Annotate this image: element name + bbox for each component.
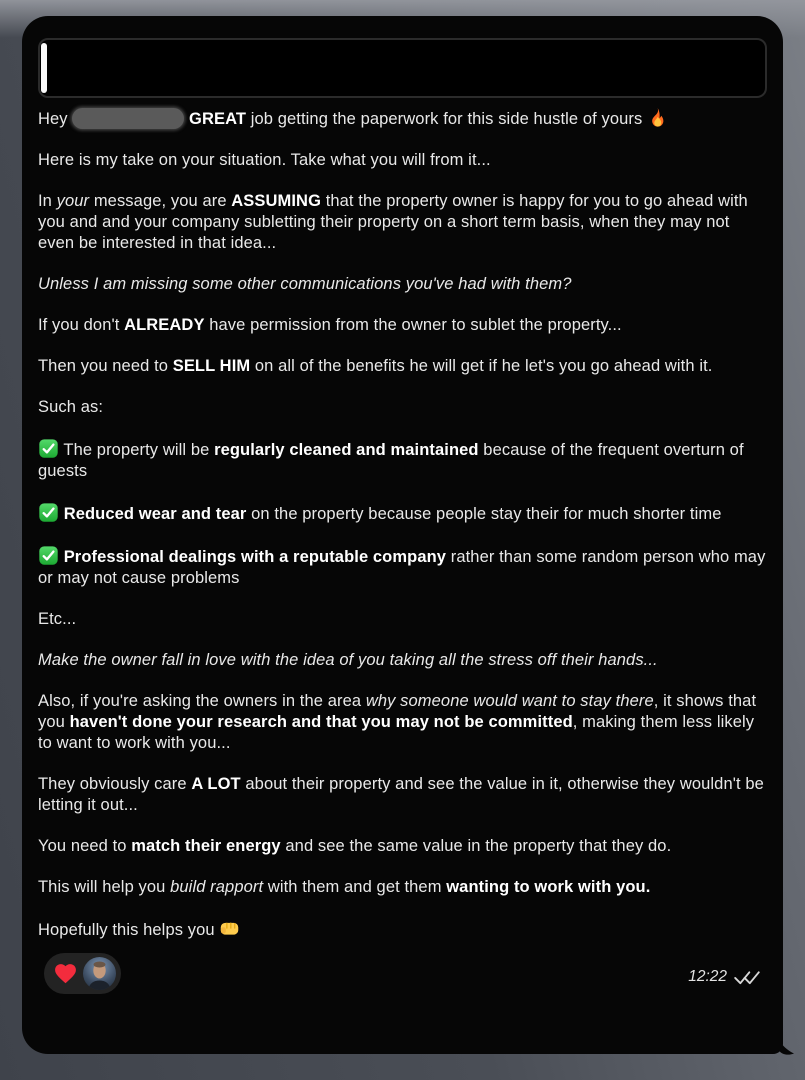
check-emoji: [38, 502, 59, 523]
message-paragraph: Etc...: [38, 610, 77, 628]
message-paragraph: Professional dealings with a reputable company rather than some random person who may or may not cause problems: [38, 545, 767, 589]
reaction-avatar: [83, 957, 116, 990]
fire-emoji: [647, 107, 668, 128]
message-paragraph: They obviously care A LOT about their property and see the value in it, otherwise they wouldn't be letting it out...: [38, 775, 764, 814]
message-paragraph: Also, if you're asking the owners in the area why someone would want to stay there, it shows that you haven't done your research and that you may not be committed, making them less likely to want to work with you...: [38, 692, 757, 752]
check-emoji: [38, 545, 59, 566]
message-paragraph: In your message, you are ASSUMING that the property owner is happy for you to go ahead with you and and your company subletting their property on a short term basis, when they may not even be interested in that idea...: [38, 192, 748, 252]
reaction-emojis: [53, 961, 78, 986]
person-avatar-image: [83, 957, 116, 990]
message-paragraph: Then you need to SELL HIM on all of the benefits he will get if he let's you go ahead with it.: [38, 357, 713, 375]
message-bubble[interactable]: [22, 16, 783, 1054]
redacted-name: [72, 108, 184, 129]
message-meta: [688, 968, 767, 994]
bubble-tail: [776, 1030, 796, 1056]
read-receipt-double-check-icon: [733, 969, 760, 986]
quote-accent-bar: [41, 43, 47, 93]
message-time: 12:22: [688, 968, 727, 985]
message-text: [38, 107, 767, 941]
quoted-message[interactable]: [38, 38, 767, 98]
message-paragraph: Such as:: [38, 398, 104, 416]
reaction-pill[interactable]: [44, 953, 121, 994]
heart-emoji: [53, 961, 78, 986]
message-paragraph: Reduced wear and tear on the property because people stay their for much shorter time: [38, 502, 767, 525]
message-paragraph: Hey GREAT job getting the paperwork for this side hustle of yours: [38, 107, 767, 130]
check-emoji: [38, 438, 59, 459]
message-paragraph: Unless I am missing some other communications you've had with them?: [38, 275, 572, 293]
fist-emoji: [219, 918, 240, 939]
message-paragraph: You need to match their energy and see the same value in the property that they do.: [38, 837, 672, 855]
message-paragraph: The property will be regularly cleaned and maintained because of the frequent overturn of guests: [38, 438, 767, 482]
message-paragraph: Hopefully this helps you: [38, 918, 767, 941]
message-footer: [38, 953, 767, 994]
message-paragraph: Make the owner fall in love with the idea of you taking all the stress off their hands...: [38, 651, 658, 669]
message-paragraph: Here is my take on your situation. Take what you will from it...: [38, 151, 491, 169]
message-paragraph: If you don't ALREADY have permission from the owner to sublet the property...: [38, 316, 622, 334]
message-paragraph: This will help you build rapport with them and get them wanting to work with you.: [38, 878, 651, 896]
